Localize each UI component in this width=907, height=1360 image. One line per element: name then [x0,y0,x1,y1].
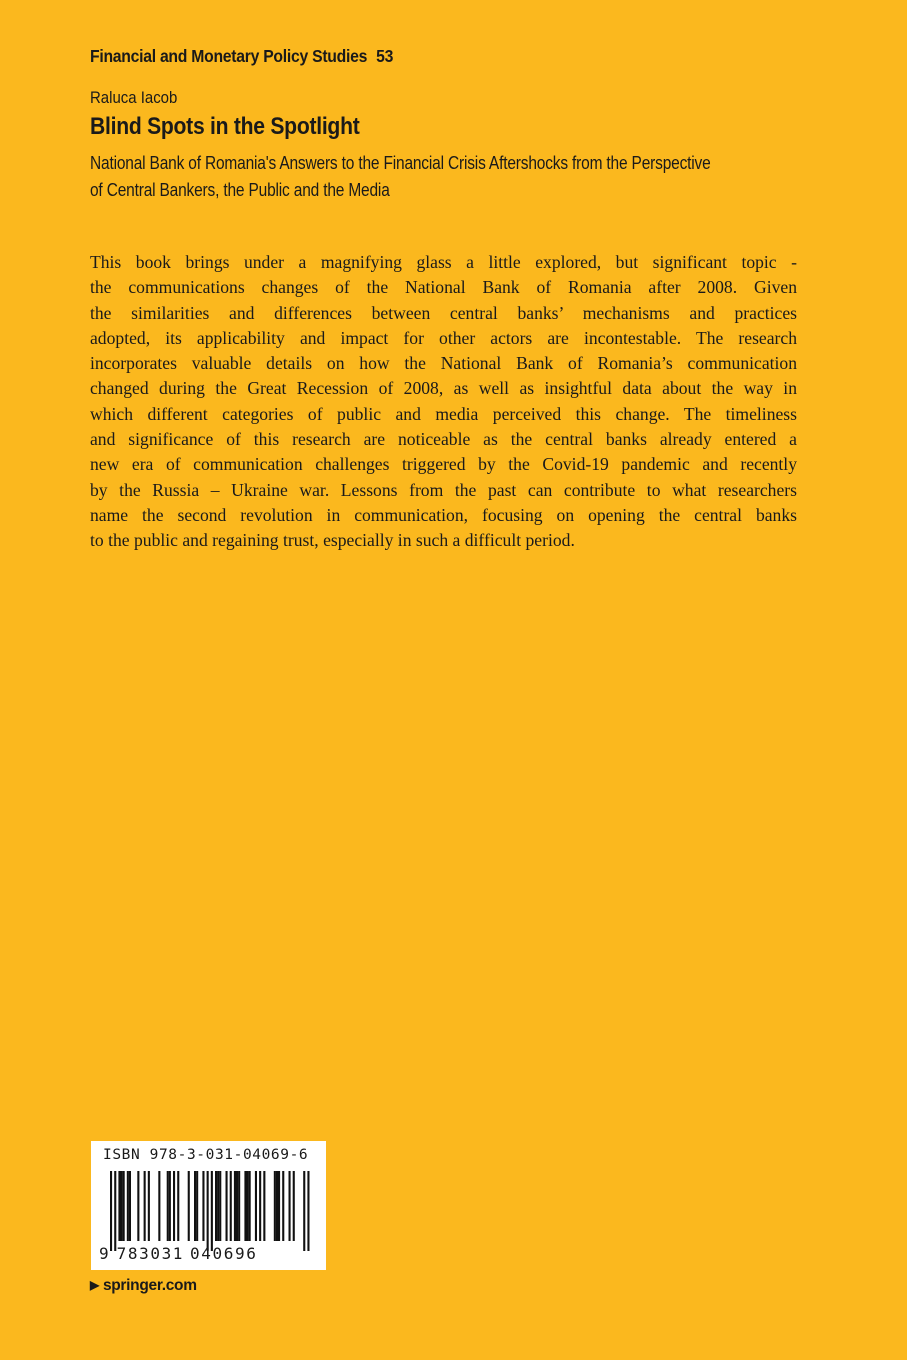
barcode-first-digit: 9 [99,1244,109,1263]
barcode-bar [293,1171,295,1241]
blurb-line: incorporates valuable details on how the National Bank of Romania’s communication [90,353,797,374]
barcode-bar [234,1171,236,1241]
barcode-bar [173,1171,175,1241]
publisher-url: springer.com [102,1277,197,1294]
book-title: Blind Spots in the Spotlight [90,113,360,140]
barcode-bar [177,1171,179,1241]
barcode-bar [226,1171,228,1241]
publisher-link[interactable] [90,1277,197,1295]
barcode-guard-bar [114,1171,116,1251]
series-number: 53 [376,46,394,66]
barcode-bar [230,1171,232,1241]
barcode-bar [263,1171,265,1241]
barcode-bar [121,1171,123,1241]
barcode-bar [169,1171,171,1241]
barcode-guard-bar [110,1171,112,1251]
barcode-bar [127,1171,129,1241]
barcode-bar [194,1171,196,1241]
barcode-bar [158,1171,160,1241]
barcode-guard-bar [307,1171,309,1251]
series-name: Financial and Monetary Policy Studies [90,46,368,66]
subtitle-line: National Bank of Romania's Answers to the Financial Crisis Aftershocks from the Perspective [90,153,711,173]
barcode-bar [148,1171,150,1241]
play-arrow-icon: ▶ [90,1278,99,1292]
barcode-bar [289,1171,291,1241]
barcode-bar [167,1171,169,1241]
barcode-left-digits: 783031 [116,1244,185,1263]
barcode-bar [238,1171,240,1241]
barcode-bar [196,1171,198,1241]
blurb-line: This book brings under a magnifying glass a little explored, but significant topic - [90,252,797,272]
blurb-line: by the Russia – Ukraine war. Lessons from the past can contribute to what researchers [90,479,797,500]
blurb-line: to the public and regaining trust, especially in such a difficult period. [90,530,575,551]
isbn-barcode [91,1141,326,1270]
blurb-line: name the second revolution in communication, focusing on opening the central banks [90,504,797,525]
book-subtitle [90,150,711,204]
blurb-line: adopted, its applicability and impact for other actors are incontestable. The research [90,327,797,348]
barcode-bar [188,1171,190,1241]
barcode-bar [219,1171,221,1241]
barcode-bar [244,1171,246,1241]
barcode-bar [202,1171,204,1241]
barcode-bar [217,1171,219,1241]
barcode-bar [236,1171,238,1241]
isbn-label: ISBN 978-3-031-04069-6 [103,1147,309,1163]
barcode-guard-bar [207,1171,209,1251]
barcode-bar [255,1171,257,1241]
barcode-bar [278,1171,280,1241]
blurb-line: new era of communication challenges triggered by the Covid-19 pandemic and recently [90,454,797,475]
barcode-bar [282,1171,284,1241]
barcode-bar [129,1171,131,1241]
barcode-right-digits: 040696 [190,1244,258,1263]
blurb-paragraph [90,250,797,554]
barcode-bar [144,1171,146,1241]
barcode-digits [99,1244,257,1263]
barcode-bar [118,1171,120,1241]
blurb-line: the communications changes of the National Bank of Romania after 2008. Given [90,277,797,298]
blurb-line: changed during the Great Recession of 2008, as well as insightful data about the way in [90,378,797,399]
barcode-bar [259,1171,261,1241]
author-name: Raluca Iacob [90,88,178,107]
series-line [90,46,393,67]
barcode-bar [137,1171,139,1241]
barcode-bar [274,1171,276,1241]
barcode-bar [249,1171,251,1241]
blurb-line: which different categories of public and media perceived this change. The timeliness [90,403,797,424]
barcode-bar [276,1171,278,1241]
barcode-bar [215,1171,217,1241]
blurb-line: and significance of this research are noticeable as the central banks already entered a [90,429,797,450]
barcode-guard-bar [211,1171,213,1251]
subtitle-line: of Central Bankers, the Public and the Media [90,180,390,200]
barcode-guard-bar [303,1171,305,1251]
barcode-bar [247,1171,249,1241]
blurb-line: the similarities and differences between central banks’ mechanisms and practices [90,302,797,323]
barcode-bar [123,1171,125,1241]
